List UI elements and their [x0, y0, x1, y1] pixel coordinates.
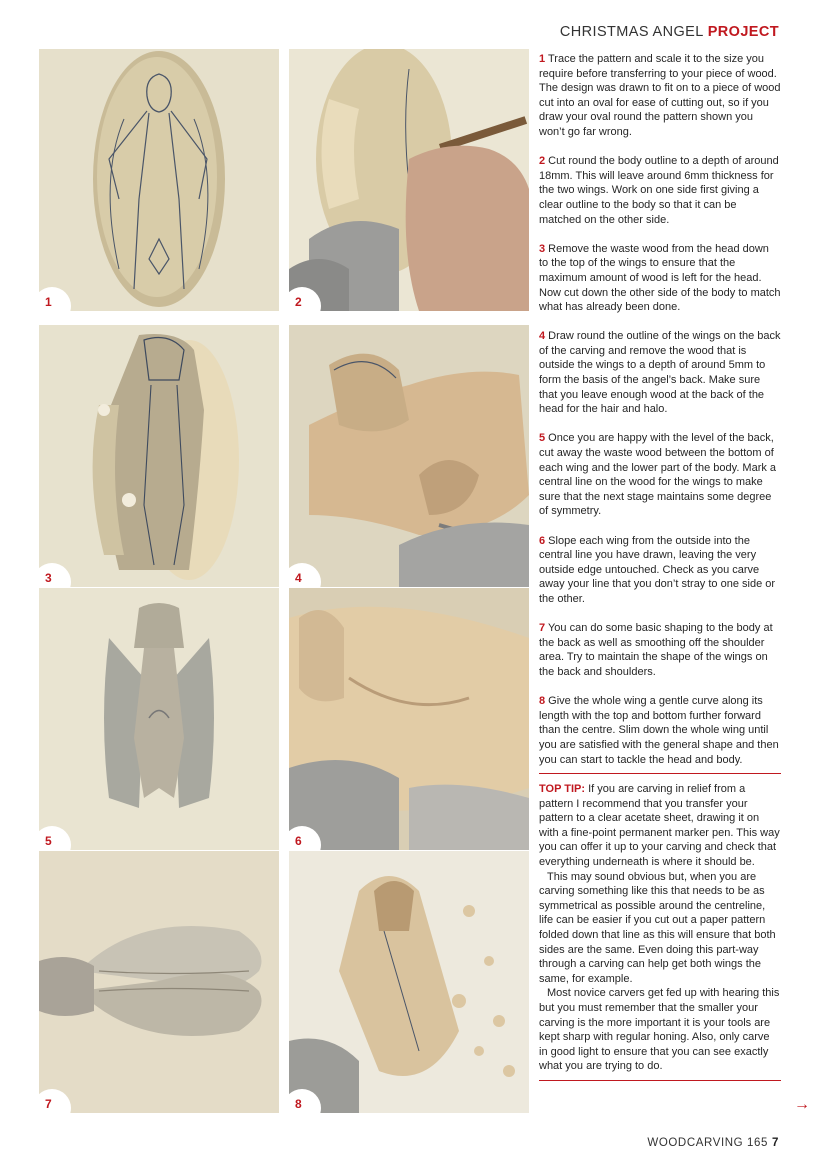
step-number: 8	[539, 695, 546, 708]
step-6	[539, 534, 781, 607]
photo-step-2	[289, 49, 529, 311]
tip-paragraph-2: This may sound obvious but, when you are carving something like this that needs to be as symmetrical as possible around the centreline, life can be easier if you cut out a paper pattern folded down that line as this will ensure that both sides are the same. Even doing this part-way through a carving can help get both wings the same, for example.	[539, 870, 776, 985]
step-number: 1	[539, 53, 546, 65]
step-7	[539, 621, 781, 679]
divider-rule-bottom	[539, 1080, 781, 1081]
tip-text: If you are carving in relief from a pattern I recommend that you transfer your pattern to a clear acetate sheet, drawing it on with a fine-point permanent marker pen. This way you can offer it up to your carving and check that everything underneath is where it should be.	[539, 783, 780, 869]
step-1	[539, 52, 781, 140]
photo-number: 4	[295, 571, 302, 585]
photo-7-image	[39, 851, 279, 1113]
step-number: 5	[539, 432, 546, 445]
photo-number: 7	[45, 1097, 52, 1111]
tip-paragraph-3: Most novice carvers get fed up with hearing this but you must remember that the smaller your carving is the more important it is your tools are kept sharp with regular honing. Also, only carve in good light to ensure that you can see exactly what you are trying to do.	[539, 987, 780, 1073]
section-title: CHRISTMAS ANGEL	[559, 24, 704, 40]
photo-number: 8	[295, 1097, 302, 1111]
photo-number: 1	[45, 295, 52, 309]
photo-4-image	[289, 325, 529, 587]
page-header	[560, 24, 779, 40]
step-number: 4	[539, 330, 546, 343]
step-text: Slope each wing from the outside into the central line you have drawn, leaving the very outside edge untouched. Check as you carve away your line that you don’t stray to one side or the other.	[539, 534, 776, 605]
photo-6-image	[289, 588, 529, 850]
step-5	[539, 431, 781, 519]
step-number: 3	[539, 242, 546, 255]
divider-rule	[539, 773, 781, 774]
step-text: Draw round the outline of the wings on the back of the carving and remove the wood that is outside the wings to a depth of around 5mm to form the basis of the angel’s back. Make sure that you leave enough wood at the back of the head for the hair and halo.	[539, 330, 781, 416]
step-number: 6	[539, 534, 546, 547]
instructions-column	[539, 52, 781, 1089]
step-2	[539, 154, 781, 227]
step-number: 2	[539, 155, 546, 168]
photo-step-7	[39, 851, 279, 1113]
step-8	[539, 694, 781, 767]
page-footer	[647, 1137, 779, 1149]
photo-8-image	[289, 851, 529, 1113]
photo-number: 6	[295, 834, 302, 848]
photo-number: 2	[295, 295, 302, 309]
photo-number: 3	[45, 571, 52, 585]
tip-paragraph-1	[539, 782, 781, 870]
step-text: Trace the pattern and scale it to the size you require before transferring to your piece of wood. The design was drawn to fit on to a piece of wood cut into an oval for ease of cutting out, so if you draw your oval round the pattern shown you won’t go far wrong.	[539, 53, 781, 138]
photo-3-image	[39, 325, 279, 587]
step-text: You can do some basic shaping to the body at the back as well as smoothing off the shoulder area. Try to maintain the shape of the wings on the back and shoulders.	[539, 622, 773, 678]
continue-arrow-icon: →	[794, 1096, 810, 1113]
photo-step-5	[39, 588, 279, 850]
step-4	[539, 329, 781, 417]
photo-step-3	[39, 325, 279, 587]
photo-step-6	[289, 588, 529, 850]
photo-1-image	[39, 49, 279, 311]
step-text: Remove the waste wood from the head down to the top of the wings to ensure that the maximum amount of wood is left for the head. Now cut down the other side of the body to match what has already been done.	[539, 242, 781, 314]
step-number: 7	[539, 622, 546, 635]
photo-number: 5	[45, 834, 52, 848]
step-3	[539, 242, 781, 315]
photo-5-image	[39, 588, 279, 850]
page-number: 7	[772, 1137, 779, 1149]
magazine-title: WOODCARVING 165	[647, 1137, 768, 1149]
tip-label: TOP TIP:	[539, 783, 586, 796]
photo-2-image	[289, 49, 529, 311]
step-text: Once you are happy with the level of the back, cut away the waste wood between the bottom of each wing and the lower part of the body. Mark a central line on the wood for the wings to make sure that the next stage maintains some degree of symmetry.	[539, 432, 777, 518]
photo-step-8	[289, 851, 529, 1113]
photo-step-1	[39, 49, 279, 311]
section-label: PROJECT	[707, 24, 779, 40]
top-tip-box	[539, 782, 781, 1074]
photo-step-4	[289, 325, 529, 587]
step-text: Cut round the body outline to a depth of around 18mm. This will leave around 6mm thickness for the two wings. Work on one side first giving a clear outline to the body so that it can be matched on the other side.	[539, 155, 779, 226]
step-text: Give the whole wing a gentle curve along its length with the top and bottom further forward than the centre. Slim down the whole wing until you are satisfied with the general shape and then you can start to tackle the head and body.	[539, 695, 779, 766]
